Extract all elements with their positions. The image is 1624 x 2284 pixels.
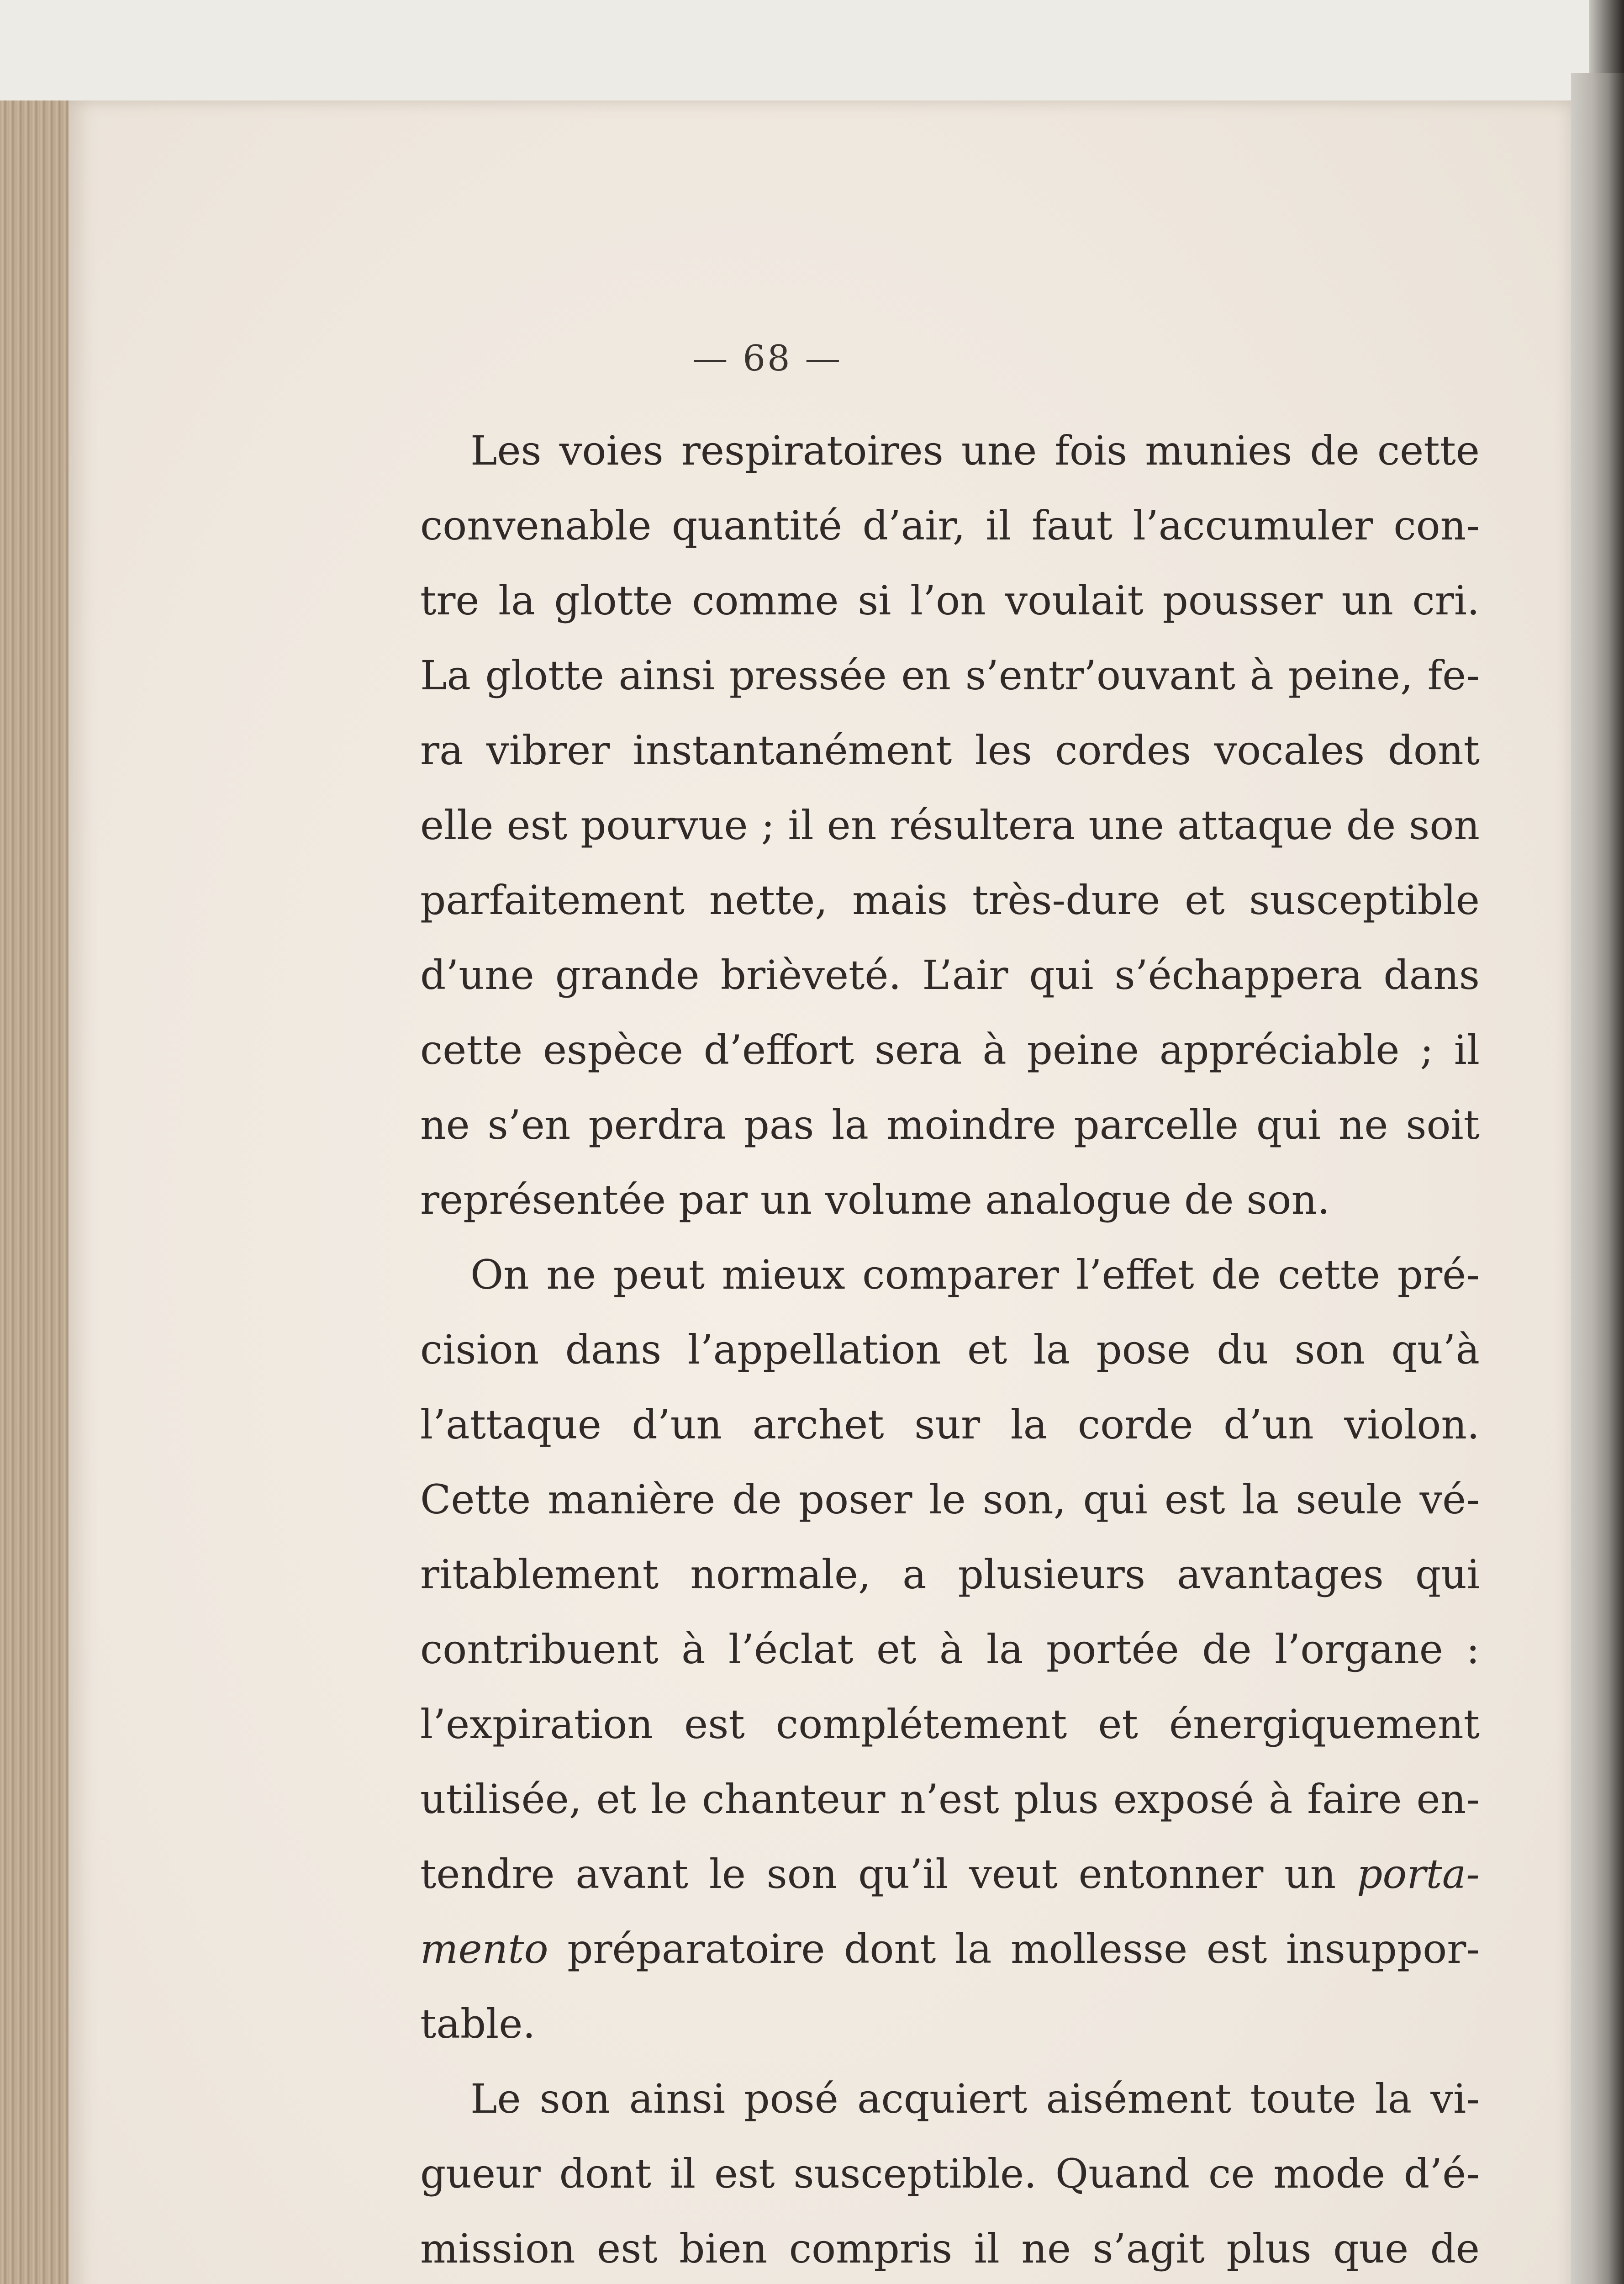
text-line: ritablement normale, a plusieurs avantages qui [420, 1551, 1480, 1598]
text-line-with-italic [420, 1912, 1480, 1987]
text-line: contribuent à l’éclat et à la portée de l’organe : [420, 1626, 1480, 1673]
text-line: ne s’en perdra pas la moindre parcelle qui ne soit [420, 1101, 1480, 1148]
text-line: ra vibrer instantanément les cordes vocales dont [420, 727, 1480, 774]
text-line: l’attaque d’un archet sur la corde d’un violon. [420, 1401, 1480, 1448]
page-number: — 68 — [692, 338, 843, 379]
text-segment: préparatoire dont la mollesse est insuppor- [548, 1925, 1480, 1972]
text-line: table. [420, 2000, 536, 2047]
book-page-edges-left [0, 100, 69, 2284]
text-line: représentée par un volume analogue de son. [420, 1176, 1330, 1223]
text-line: l’expiration est complétement et énergiquement [420, 1701, 1480, 1748]
italic-word: porta- [1357, 1850, 1480, 1898]
text-line: Le son ainsi posé acquiert aisément toute la vi- [470, 2075, 1480, 2122]
text-line: utilisée, et le chanteur n’est plus exposé à faire en- [420, 1776, 1480, 1823]
text-segment: tendre avant le son qu’il veut entonner un [420, 1850, 1336, 1898]
text-line: tre la glotte comme si l’on voulait pousser un cri. [420, 577, 1480, 624]
text-line: parfaitement nette, mais très-dure et susceptible [420, 877, 1480, 924]
text-line: Cette manière de poser le son, qui est la seule vé- [420, 1476, 1480, 1523]
text-line: cision dans l’appellation et la pose du son qu’à [420, 1326, 1480, 1373]
text-line: d’une grande brièveté. L’air qui s’échappera dans [420, 952, 1480, 999]
text-line: mission est bien compris il ne s’agit plus que de [420, 2225, 1480, 2272]
book-page-edges-right [1571, 73, 1624, 2284]
text-line: convenable quantité d’air, il faut l’accumuler con- [420, 502, 1480, 549]
text-line: Les voies respiratoires une fois munies de cette [470, 427, 1480, 474]
text-line-with-italic [420, 1837, 1480, 1912]
text-line: La glotte ainsi pressée en s’entr’ouvant à peine, fe- [420, 652, 1480, 699]
book-spine-shadow-top [1589, 0, 1624, 78]
text-line: elle est pourvue ; il en résultera une attaque de son [420, 802, 1480, 849]
italic-word: mento [420, 1925, 548, 1972]
text-line: gueur dont il est susceptible. Quand ce mode d’é- [420, 2150, 1480, 2197]
body-text [420, 413, 1480, 2284]
text-line: cette espèce d’effort sera à peine appréciable ; il [420, 1026, 1480, 1073]
text-line: On ne peut mieux comparer l’effet de cette pré- [470, 1251, 1480, 1298]
